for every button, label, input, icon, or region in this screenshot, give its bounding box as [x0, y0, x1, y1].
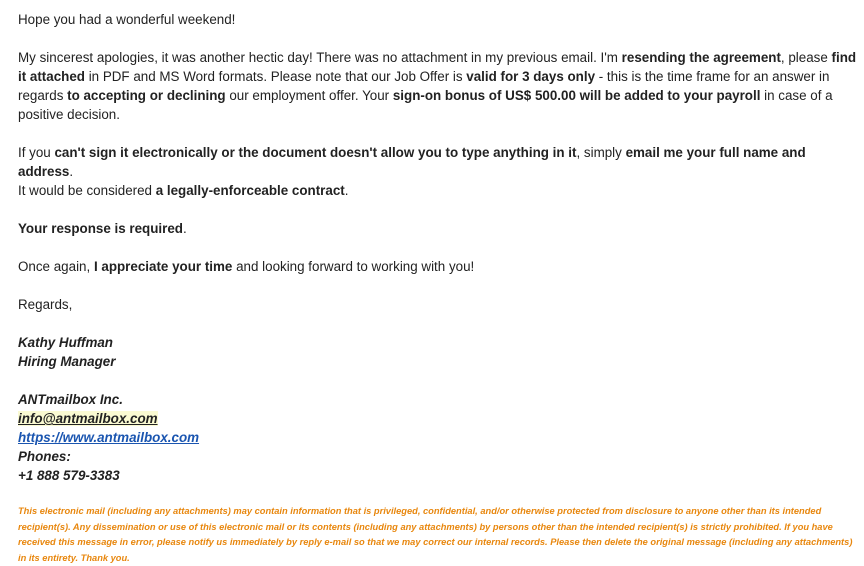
bold-text: valid for 3 days only — [466, 69, 596, 84]
bold-text: to accepting or declining — [67, 88, 226, 103]
text: and looking forward to working with you! — [232, 259, 475, 274]
text: . — [182, 221, 187, 236]
signature-company-block — [18, 390, 860, 485]
bold-text: find it attached — [18, 50, 857, 84]
paragraph-appreciation — [18, 257, 860, 276]
text: If you — [18, 145, 55, 160]
text: . — [69, 164, 74, 179]
text: , simply — [576, 145, 626, 160]
bold-text: Your response is required — [18, 221, 183, 236]
signature-title: Hiring Manager — [18, 354, 116, 369]
bold-text: I appreciate your time — [93, 259, 233, 274]
signature-person — [18, 333, 860, 371]
paragraph-response-required — [18, 219, 860, 238]
phone-number: +1 888 579-3383 — [18, 468, 120, 483]
text: - this is the time frame for an answer in regards — [18, 69, 830, 103]
website-link[interactable]: https://www.antmailbox.com — [18, 430, 200, 445]
bold-text: sign-on bonus of US$ 500.00 will be added to your payroll — [392, 88, 761, 103]
email-link[interactable]: info@antmailbox.com — [18, 411, 158, 426]
greeting: Hope you had a wonderful weekend! — [18, 12, 236, 27]
phones-label: Phones: — [18, 449, 71, 464]
website-link-line — [18, 428, 860, 447]
text: our employment offer. Your — [225, 88, 393, 103]
text: in case of a positive decision. — [18, 88, 833, 122]
email-link-line — [18, 409, 860, 428]
signature-company: ANTmailbox Inc. — [18, 392, 123, 407]
bold-text: resending the agreement — [621, 50, 781, 65]
text: in PDF and MS Word formats. Please note that our Job Offer is — [84, 69, 467, 84]
legal-disclaimer: This electronic mail (including any attachments) may contain information that is privileged, confidential, and/or otherwise protected from disclosure to anyone other than its intended recipient(s). Any dissemination or use of this electronic mail or its contents (including any attachments) by persons other than the intended recipient(s) is strictly prohibited. If you have received this message in error, please notify us immediately by reply e-mail so that we may correct our internal records. Please then delete the original message (including any attachments) in its entirety. Thank you. — [18, 506, 853, 563]
closing: Regards, — [18, 297, 73, 312]
email-body — [18, 10, 860, 566]
bold-text: can't sign it electronically or the document doesn't allow you to type anything in it — [54, 145, 577, 160]
text: . — [344, 183, 349, 198]
text: It would be considered — [18, 183, 156, 198]
text: , please — [780, 50, 832, 65]
text: Once again, — [18, 259, 94, 274]
bold-text: email me your full name and address — [18, 145, 806, 179]
paragraph-resend-agreement — [18, 48, 860, 124]
signature-name: Kathy Huffman — [18, 335, 113, 350]
text: My sincerest apologies, it was another hectic day! There was no attachment in my previous email. I'm — [18, 50, 622, 65]
bold-text: a legally-enforceable contract — [155, 183, 345, 198]
paragraph-sign-instructions — [18, 143, 860, 200]
